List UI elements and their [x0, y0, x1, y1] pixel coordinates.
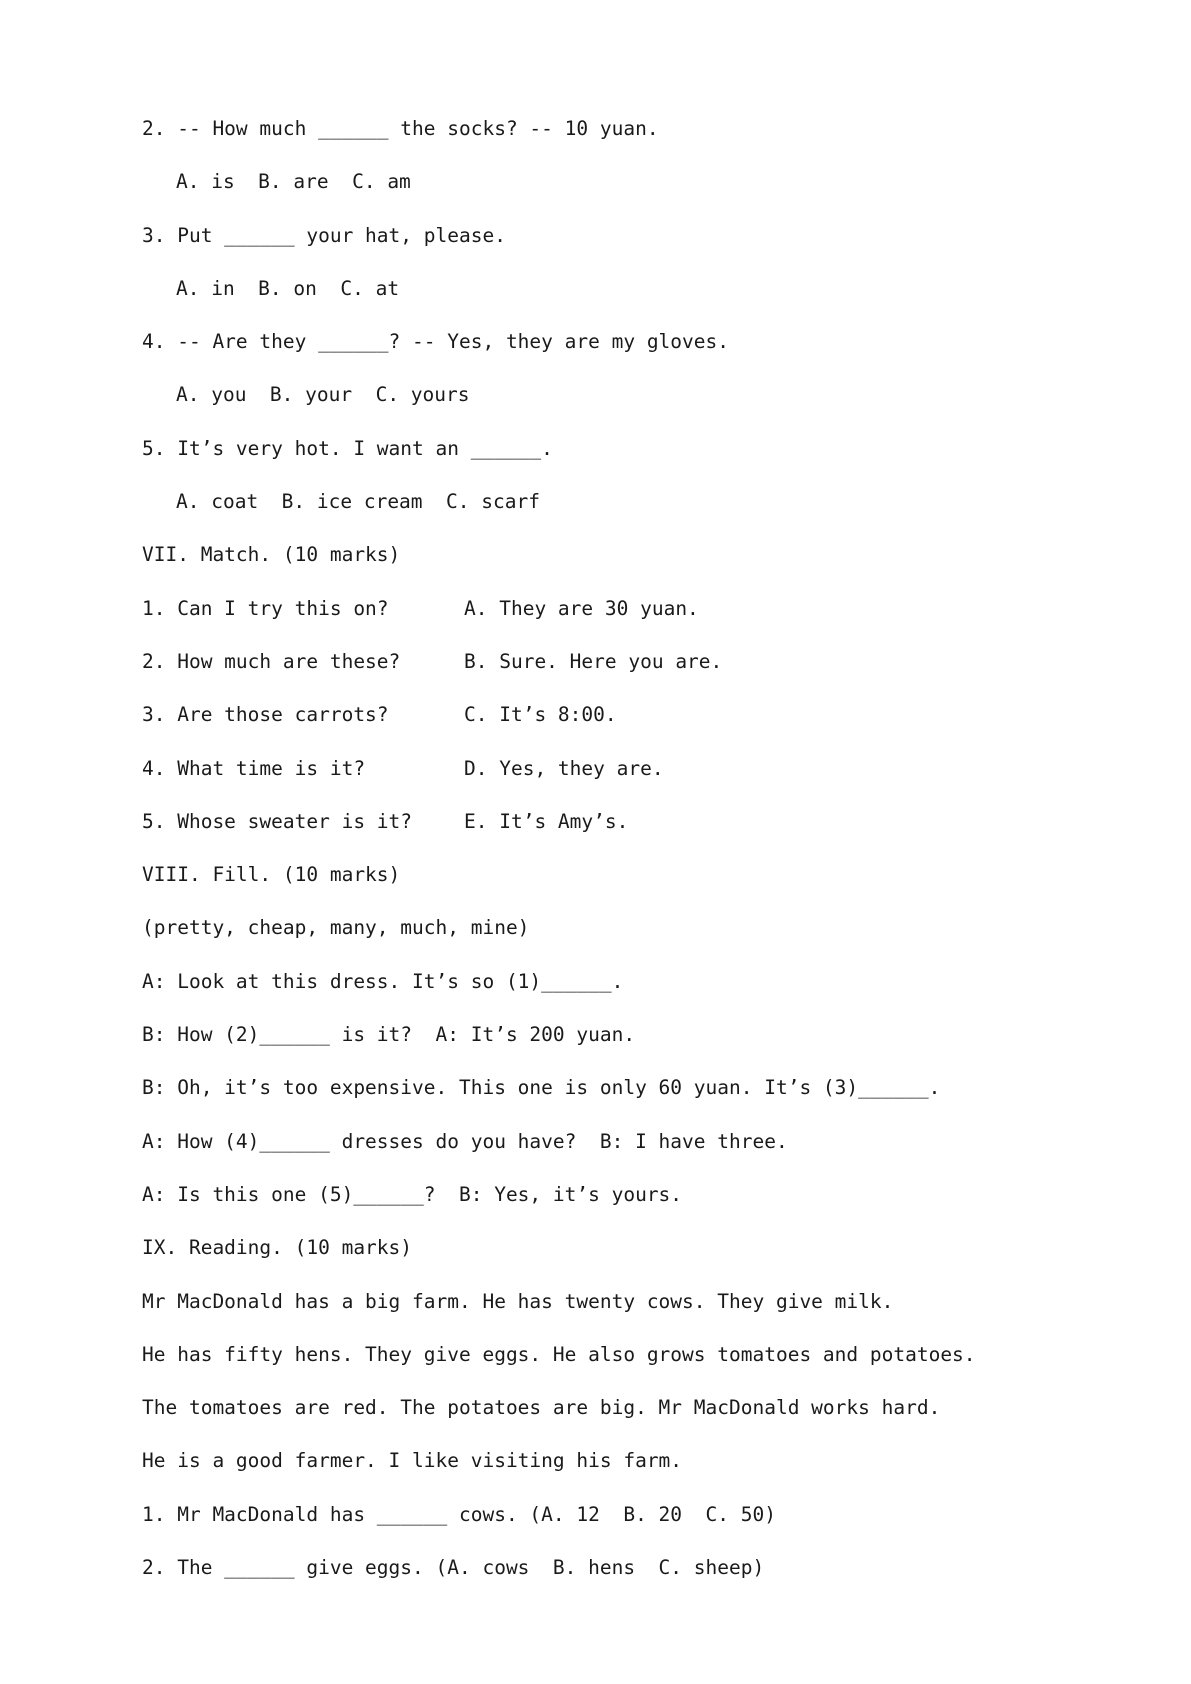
question-2-options: A. is B. are C. am	[176, 170, 411, 194]
reading-passage-line: He has fifty hens. They give eggs. He also grows tomatoes and potatoes.	[142, 1342, 976, 1366]
question-2: 2. -- How much ______ the socks? -- 10 yuan.	[142, 117, 659, 140]
match-answer: D. Yes, they are.	[464, 756, 664, 780]
reading-question: 1. Mr MacDonald has ______ cows. (A. 12 B. 20 C. 50)	[142, 1502, 776, 1526]
worksheet-page	[142, 114, 1102, 1606]
dialogue-line: A: How (4)______ dresses do you have? B: I have three.	[142, 1129, 788, 1153]
section-heading-fill: VIII. Fill. (10 marks)	[142, 863, 401, 887]
dialogue-line: A: Look at this dress. It’s so (1)______.	[142, 969, 624, 993]
match-answer: B. Sure. Here you are.	[464, 649, 723, 673]
match-question: 3. Are those carrots?	[142, 703, 389, 727]
match-row	[142, 700, 1102, 753]
match-question: 2. How much are these?	[142, 649, 401, 673]
reading-passage-line: He is a good farmer. I like visiting his farm.	[142, 1449, 683, 1473]
word-bank: (pretty, cheap, many, much, mine)	[142, 916, 530, 940]
question-3-options: A. in B. on C. at	[176, 276, 400, 300]
question-4: 4. -- Are they ______? -- Yes, they are my gloves.	[142, 330, 729, 354]
reading-passage-line: The tomatoes are red. The potatoes are big. Mr MacDonald works hard.	[142, 1396, 941, 1420]
reading-passage-line: Mr MacDonald has a big farm. He has twenty cows. They give milk.	[142, 1289, 894, 1313]
match-question: 5. Whose sweater is it?	[142, 809, 413, 833]
match-row	[142, 594, 1102, 647]
question-5: 5. It’s very hot. I want an ______.	[142, 436, 553, 460]
dialogue-line: B: Oh, it’s too expensive. This one is only 60 yuan. It’s (3)______.	[142, 1076, 941, 1100]
match-row	[142, 754, 1102, 807]
dialogue-line: A: Is this one (5)______? B: Yes, it’s yours.	[142, 1182, 683, 1206]
question-3: 3. Put ______ your hat, please.	[142, 223, 506, 247]
match-answer: C. It’s 8:00.	[464, 703, 617, 727]
section-heading-reading: IX. Reading. (10 marks)	[142, 1236, 413, 1260]
match-row	[142, 647, 1102, 700]
question-5-options: A. coat B. ice cream C. scarf	[176, 490, 540, 514]
match-row	[142, 807, 1102, 860]
match-question: 4. What time is it?	[142, 756, 366, 780]
match-question: 1. Can I try this on?	[142, 596, 389, 620]
match-answer: E. It’s Amy’s.	[464, 809, 629, 833]
question-4-options: A. you B. your C. yours	[176, 383, 470, 407]
dialogue-line: B: How (2)______ is it? A: It’s 200 yuan.	[142, 1023, 636, 1047]
section-heading-match: VII. Match. (10 marks)	[142, 543, 401, 567]
reading-question: 2. The ______ give eggs. (A. cows B. hens C. sheep)	[142, 1556, 765, 1580]
match-answer: A. They are 30 yuan.	[464, 596, 699, 620]
